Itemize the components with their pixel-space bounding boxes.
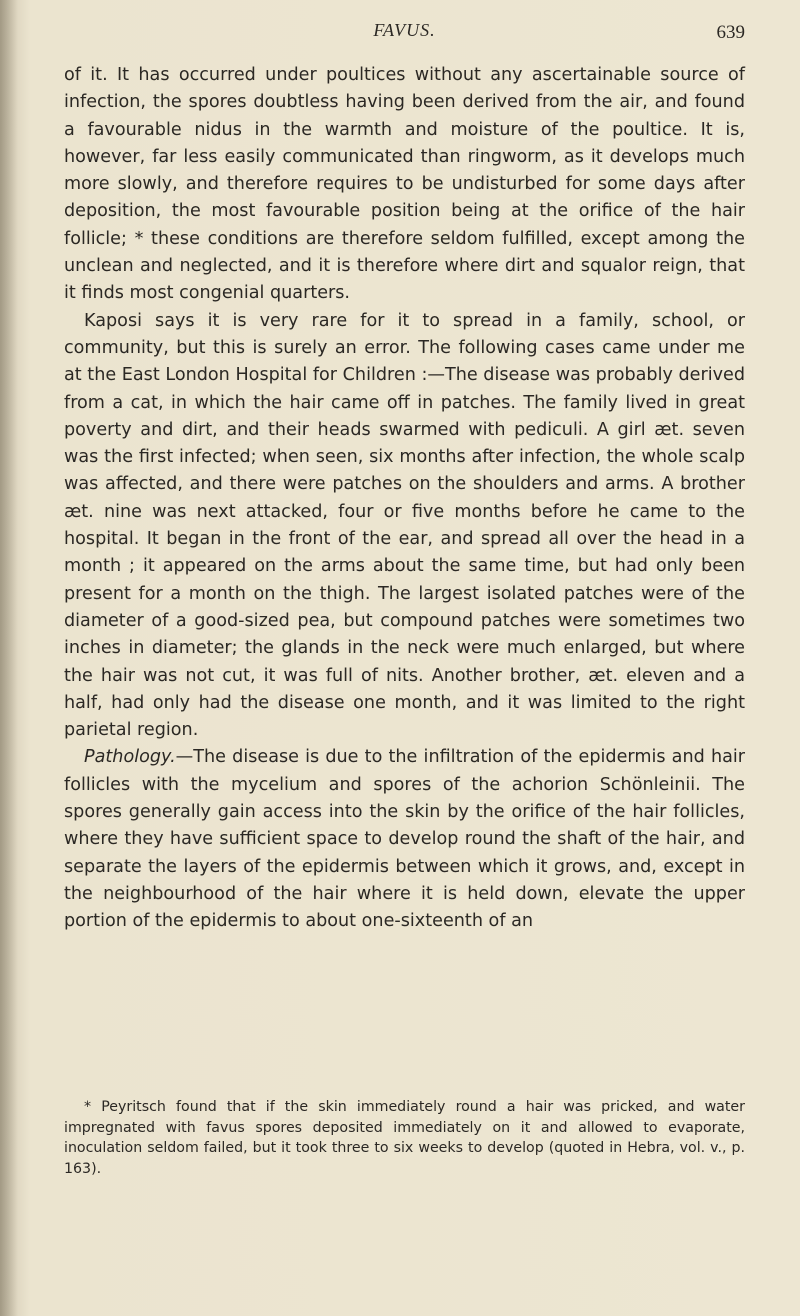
paragraph-kaposi-cases: Kaposi says it is very rare for it to spread in a family, school, or community, but this is surely an error. The following cases came under me at the East London Hospital for Children :—The disease was probably derived from a cat, in which the hair came off in patches. The family lived in great poverty and dirt, and their heads swarmed with pediculi. A girl æt. seven was the first infected; when seen, six months after infection, the whole scalp was affected, and there were patches on the shoulders and arms. A brother æt. nine was next attacked, four or five months before he came to the hospital. It began in the front of the ear, and spread all over the head in a month ; it appeared on the arms about the same time, but had only been present for a month on the thigh. The largest isolated patches were of the diameter of a good-sized pea, but compound patches were sometimes two inches in diameter; the glands in the neck were much enlarged, but where the hair was not cut, it was full of nits. Another brother, æt. eleven and a half, had only had the disease one month, and it was limited to the right parietal region.: [64, 310, 745, 741]
running-head-title: FAVUS.: [373, 20, 436, 40]
footnote-text: * Peyritsch found that if the skin immediately round a hair was pricked, and water impregnated with favus spores deposited immediately on it and allowed to evaporate, inoculation seldom failed, but it took three to six weeks to develop (quoted in Hebra, vol. v., p. 163).: [64, 1099, 745, 1177]
pathology-text: —The disease is due to the infiltration of the epidermis and hair follicles with the mycelium and spores of the achorion Schönleinii. The spores generally gain access into the skin by the orifice of the hair follicles, where they have sufficient space to develop round the shaft of the hair, and separate the layers of the epidermis between which it grows, and, except in the neighbourhood of the hair where it is held down, elevate the upper portion of the epidermis to about one-sixteenth of an: [64, 747, 745, 932]
pathology-heading: Pathology.: [84, 747, 176, 768]
running-head: [64, 20, 745, 50]
paragraph-pathology: [64, 744, 745, 935]
footnote: [64, 1097, 745, 1179]
paragraph-continuation: of it. It has occurred under poultices without any ascertainable source of infection, the spores doubtless having been derived from the air, and found a favourable nidus in the warmth and moisture of the poultice. It is, however, far less easily communicated than ringworm, as it develops much more slowly, and therefore requires to be undisturbed for some days after deposition, the most favourable position being at the orifice of the hair follicle; * these conditions are therefore seldom fulfilled, except among the unclean and neglected, and it is therefore where dirt and squalor reign, that it finds most congenial quarters.: [64, 65, 745, 304]
page-number: 639: [716, 22, 745, 43]
binding-gutter-shadow: [0, 0, 18, 1316]
body-text: [64, 62, 745, 936]
